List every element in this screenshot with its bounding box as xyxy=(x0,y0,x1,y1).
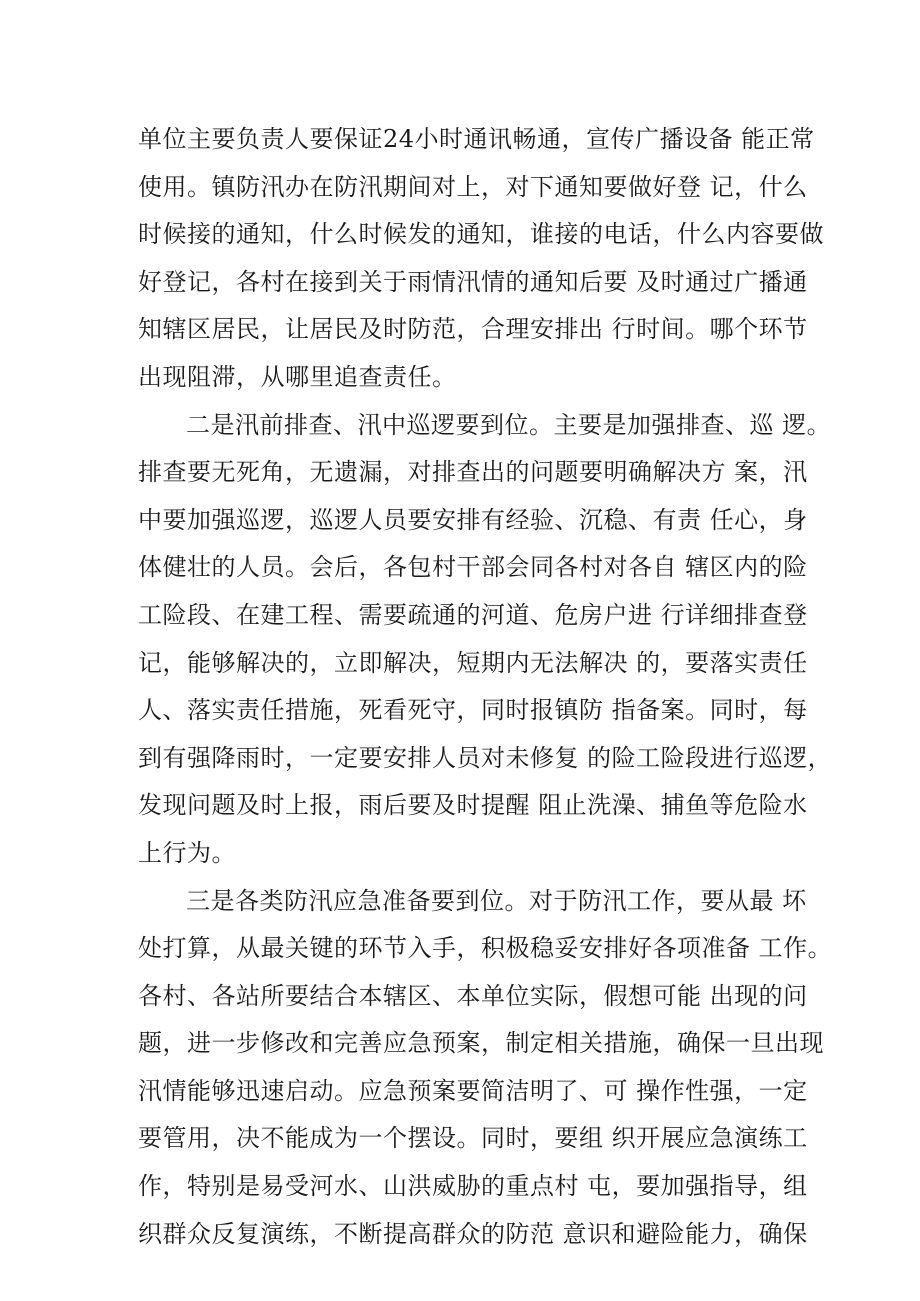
text-line: 处打算，从最关键的环节入手，积极稳妥安排好各项准备 工作。 xyxy=(138,934,833,963)
text-line: 体健壮的人员。会后，各包村干部会同各村对各自 辖区内的险 xyxy=(138,553,808,582)
text-line: 三是各类防汛应急准备要到位。对于防汛工作，要从最 坏 xyxy=(186,886,807,915)
text-line: 二是汛前排查、汛中巡逻要到位。主要是加强排查、巡 逻。 xyxy=(186,410,832,439)
text-line: 上行为。 xyxy=(138,838,236,867)
text-line: 使用。镇防汛办在防汛期间对上，对下通知要做好登 记，什么 xyxy=(138,172,808,201)
body-text xyxy=(138,116,833,1258)
text-line: 各村、各站所要结合本辖区、本单位实际，假想可能 出现的问 xyxy=(138,981,808,1010)
text-line: 单位主要负责人要保证24小时通讯畅通，宣传广播设备 能正常 xyxy=(138,125,815,153)
text-line: 时候接的通知，什么时候发的通知，谁接的电话，什么内容要做 xyxy=(138,220,824,249)
text-line: 作，特别是易受河水、山洪威胁的重点村 屯，要加强指导，组 xyxy=(138,1172,808,1201)
text-line: 发现问题及时上报，雨后要及时提醒 阻止洗澡、捕鱼等危险水 xyxy=(138,791,808,820)
text-line: 到有强降雨时，一定要安排人员对未修复 的险工险段进行巡逻， xyxy=(138,743,833,772)
text-line: 工险段、在建工程、需要疏通的河道、危房户进 行详细排查登 xyxy=(138,600,808,629)
text-line: 中要加强巡逻，巡逻人员要安排有经验、沉稳、有责 任心，身 xyxy=(138,505,808,534)
text-line: 要管用，决不能成为一个摆设。同时，要组 织开展应急演练工 xyxy=(138,1124,808,1153)
text-line: 知辖区居民，让居民及时防范，合理安排出 行时间。哪个环节 xyxy=(138,315,808,344)
text-line: 记，能够解决的，立即解决，短期内无法解决 的，要落实责任 xyxy=(138,648,808,677)
text-line: 题，进一步修改和完善应急预案，制定相关措施，确保一旦出现 xyxy=(138,1029,824,1058)
text-line: 好登记，各村在接到关于雨情汛情的通知后要 及时通过广播通 xyxy=(138,267,808,296)
text-line: 排查要无死角，无遗漏，对排查出的问题要明确解决方 案，汛 xyxy=(138,458,808,487)
text-line: 人、落实责任措施，死看死守，同时报镇防 指备案。同时，每 xyxy=(138,696,808,725)
text-line: 汛情能够迅速启动。应急预案要简洁明了、可 操作性强，一定 xyxy=(138,1076,808,1105)
text-line: 织群众反复演练，不断提高群众的防范 意识和避险能力，确保 xyxy=(138,1219,808,1248)
text-line: 出现阻滞，从哪里追查责任。 xyxy=(138,362,457,391)
